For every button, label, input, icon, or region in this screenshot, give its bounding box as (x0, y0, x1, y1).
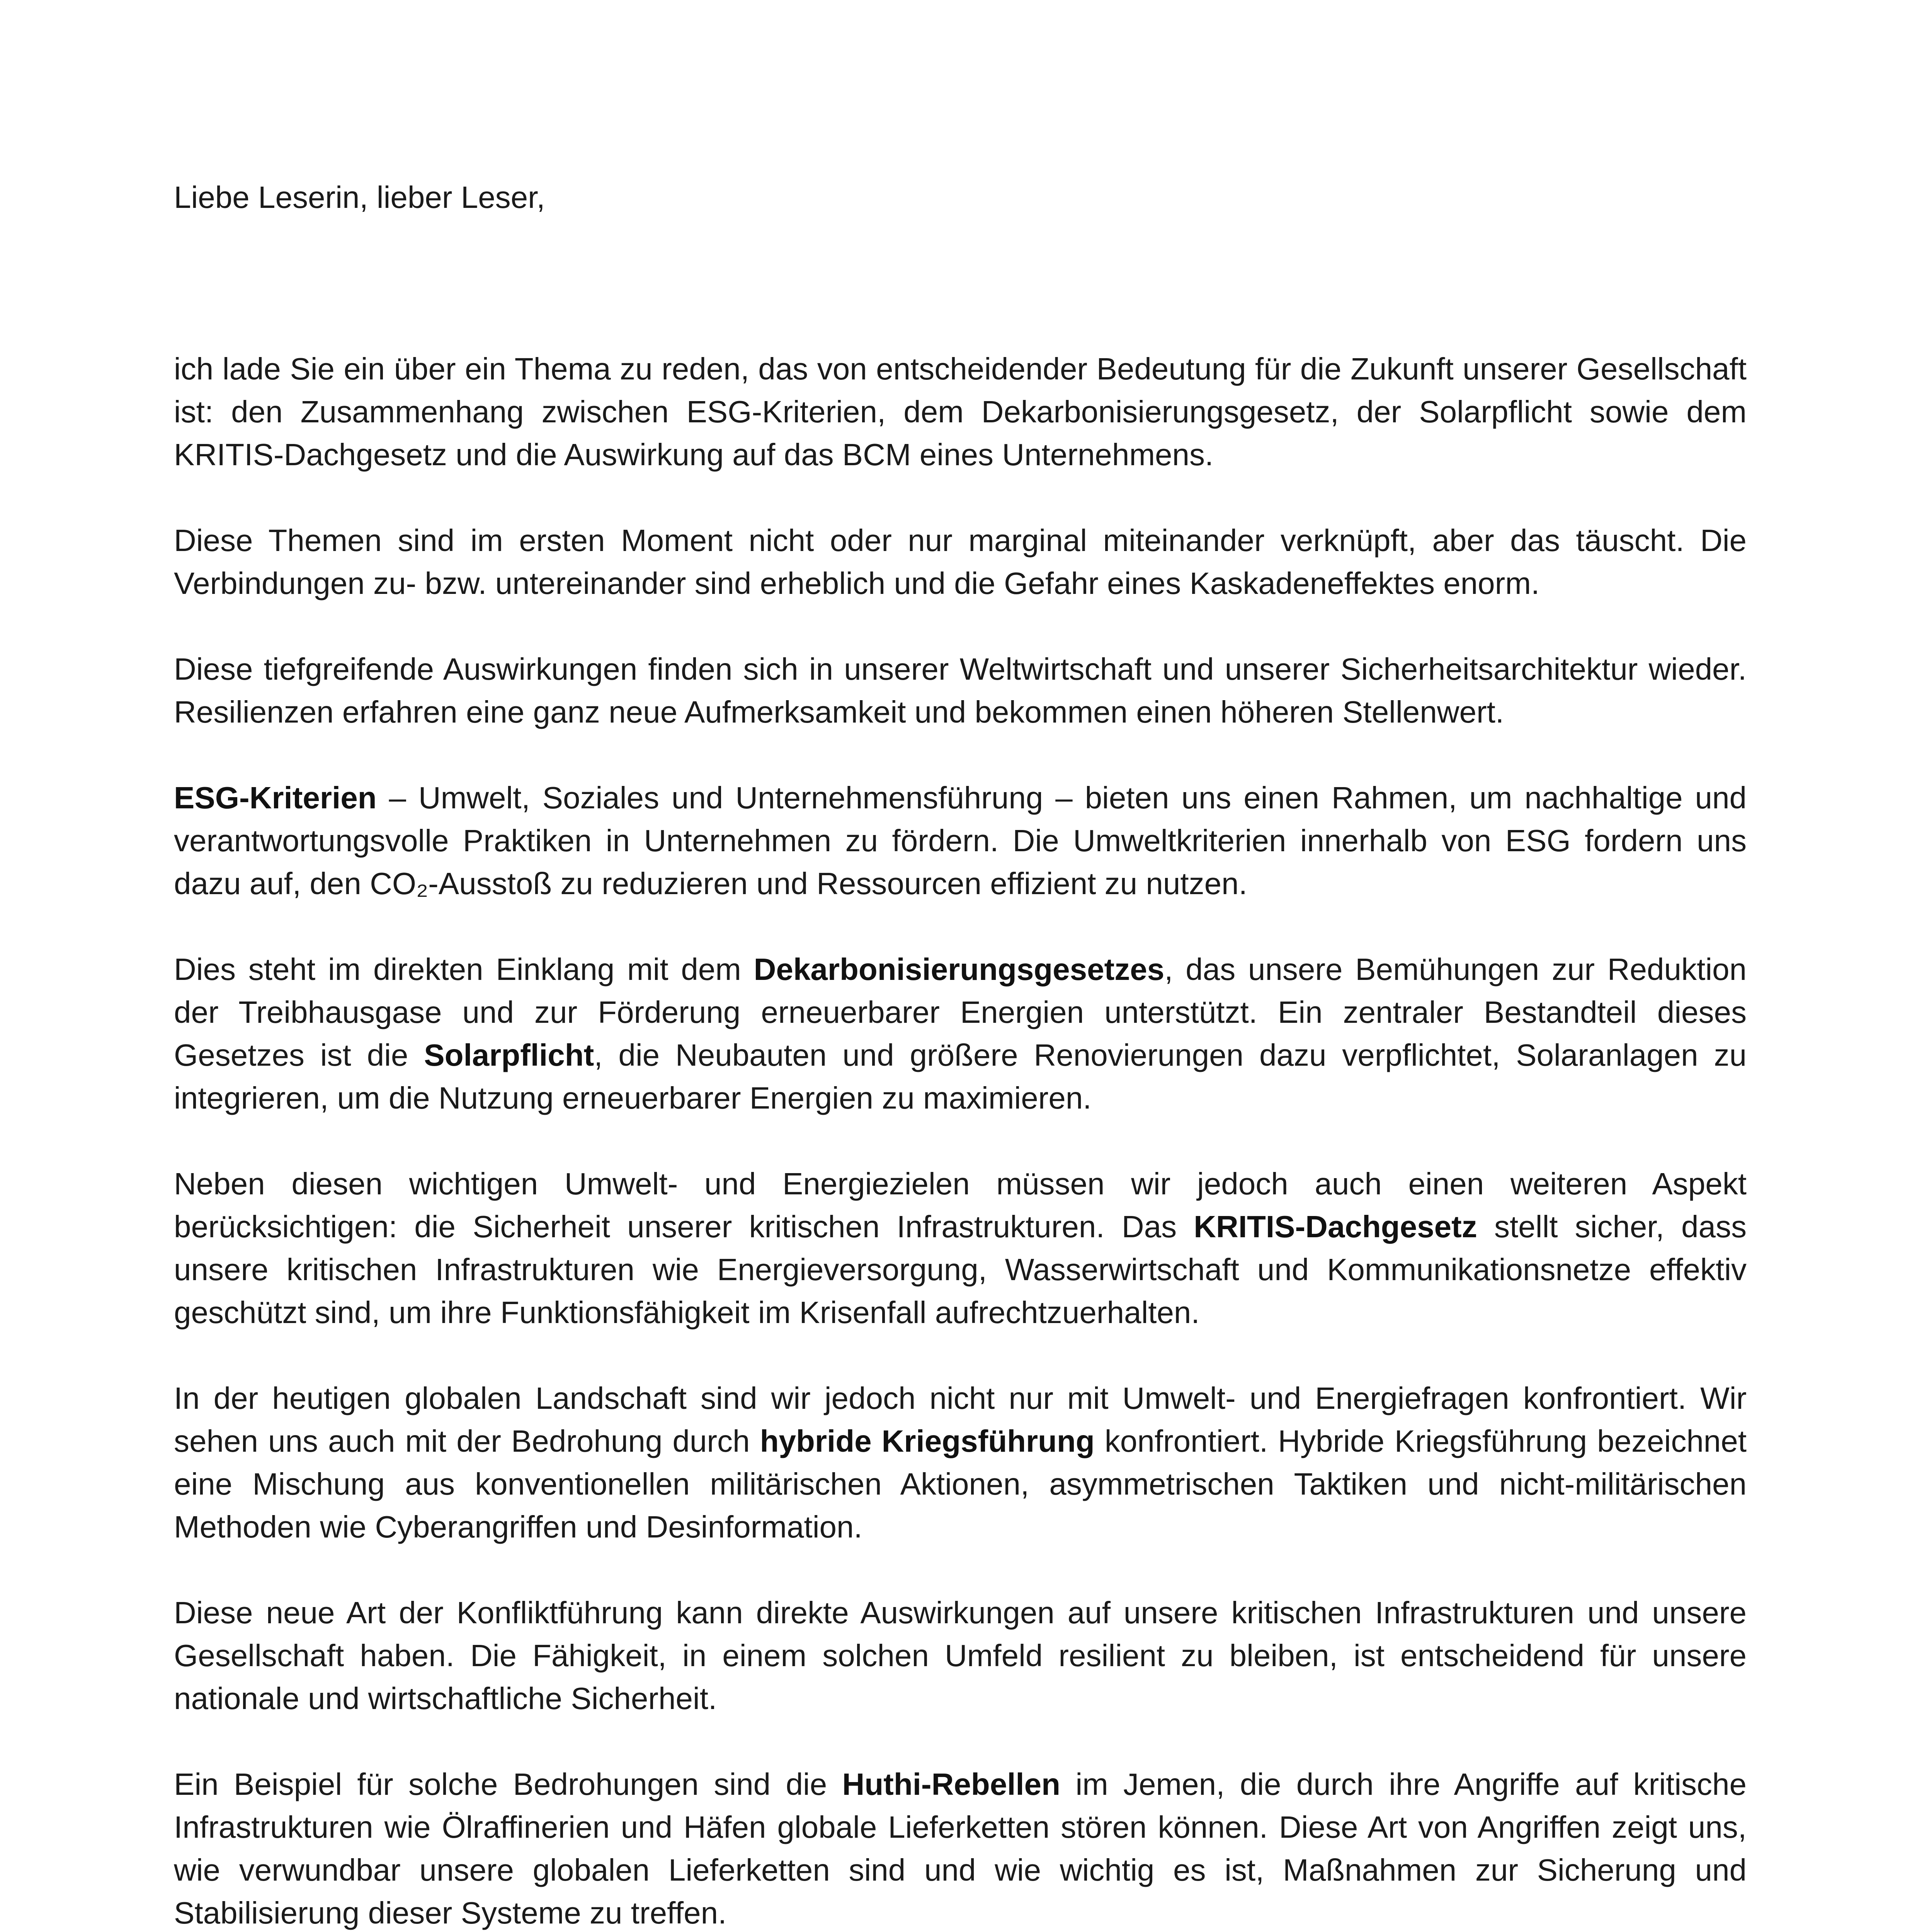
paragraph-huthi (174, 1763, 1747, 1932)
paragraph-text: im Jemen, die durch ihre Angriffe auf kritische Infrastrukturen wie Ölraffinerien und Häfen globale Lieferketten stören können. Diese Art von Angriffen zeigt uns, wie verwundbar unsere globalen Lieferketten sind und wie wichtig es ist, Maßnahmen zur Sicherung und Stabilisierung dieser Systeme zu treffen. (174, 1767, 1747, 1930)
paragraph-text: Dies steht im direkten Einklang mit dem (174, 952, 754, 986)
paragraph-text: , die Neubauten und größere Renovierungen dazu verpflichtet, Solaranlagen zu integrieren, um die Nutzung erneuerbarer Energien zu maximieren. (174, 1038, 1747, 1115)
paragraph-text: Diese tiefgreifende Auswirkungen finden sich in unserer Weltwirtschaft und unserer Sicherheitsarchitektur wieder. Resilienzen erfahren eine ganz neue Aufmerksamkeit und bekommen einen höheren Stellenwert. (174, 652, 1747, 729)
paragraph-text: stellt sicher, dass unsere kritischen Infrastrukturen wie Energieversorgung, Wasserwirtschaft und Kommunikationsnetze effektiv geschützt sind, um ihre Funktionsfähigkeit im Krisenfall aufrechtzuerhalten. (174, 1209, 1747, 1330)
paragraph-text: – Umwelt, Soziales und Unternehmensführung – bieten uns einen Rahmen, um nachhaltige und verantwortungsvolle Praktiken in Unternehmen zu fördern. Die Umweltkriterien innerhalb von ESG fordern uns dazu auf, den CO₂-Ausstoß zu reduzieren und Ressourcen effizient zu nutzen. (174, 781, 1747, 901)
paragraph-text: , das unsere Bemühungen zur Reduktion der Treibhausgase und zur Förderung erneuerbarer Energien unterstützt. Ein zentraler Bestandteil dieses Gesetzes ist die (174, 952, 1747, 1072)
paragraph-text: konfrontiert. Hybride Kriegsführung bezeichnet eine Mischung aus konventionellen militärischen Aktionen, asymmetrischen Taktiken und nicht-militärischen Methoden wie Cyberangriffen und Desinformation. (174, 1424, 1747, 1544)
letter-body (174, 176, 1747, 1932)
bold-term-dekarbonisierungsgesetz: Dekarbonisierungsgesetzes (754, 952, 1165, 986)
paragraph-text: Diese Themen sind im ersten Moment nicht oder nur marginal miteinander verknüpft, aber das täuscht. Die Verbindungen zu- bzw. untereinander sind erheblich und die Gefahr eines Kaskadeneffektes enorm. (174, 523, 1747, 600)
paragraph-hybrid-warfare (174, 1377, 1747, 1548)
bold-term-kritis-dachgesetz: KRITIS-Dachgesetz (1194, 1209, 1477, 1244)
paragraph-text: Neben diesen wichtigen Umwelt- und Energiezielen müssen wir jedoch auch einen weiteren Aspekt berücksichtigen: die Sicherheit unserer kritischen Infrastrukturen. Das (174, 1167, 1747, 1244)
paragraph-text: In der heutigen globalen Landschaft sind wir jedoch nicht nur mit Umwelt- und Energiefragen konfrontiert. Wir sehen uns auch mit der Bedrohung durch (174, 1381, 1747, 1458)
paragraph-impact (174, 648, 1747, 733)
salutation: Liebe Leserin, lieber Leser, (174, 180, 545, 214)
bold-term-hybride-kriegsfuehrung: hybride Kriegsführung (760, 1424, 1095, 1458)
paragraph-conflict (174, 1591, 1747, 1720)
paragraph-dekarbonisierung (174, 948, 1747, 1119)
bold-term-esg-kriterien: ESG-Kriterien (174, 781, 377, 815)
paragraph-text: Ein Beispiel für solche Bedrohungen sind die (174, 1767, 842, 1801)
bold-term-solarpflicht: Solarpflicht (424, 1038, 594, 1072)
paragraph-text: Diese neue Art der Konfliktführung kann direkte Auswirkungen auf unsere kritischen Infrastrukturen und unsere Gesellschaft haben. Die Fähigkeit, in einem solchen Umfeld resilient zu bleiben, ist entscheidend für unsere nationale und wirtschaftliche Sicherheit. (174, 1595, 1747, 1716)
paragraph-text: ich lade Sie ein über ein Thema zu reden, das von entscheidender Bedeutung für die Zukunft unserer Gesellschaft ist: den Zusammenhang zwischen ESG-Kriterien, dem Dekarbonisierungsgesetz, der Solarpflicht sowie dem KRITIS-Dachgesetz und die Auswirkung auf das BCM eines Unternehmens. (174, 352, 1747, 472)
paragraph-introduction (174, 347, 1747, 476)
paragraph-esg (174, 776, 1747, 905)
paragraph-kritis (174, 1162, 1747, 1334)
paragraph-connections (174, 519, 1747, 605)
bold-term-huthi-rebellen: Huthi-Rebellen (842, 1767, 1060, 1801)
